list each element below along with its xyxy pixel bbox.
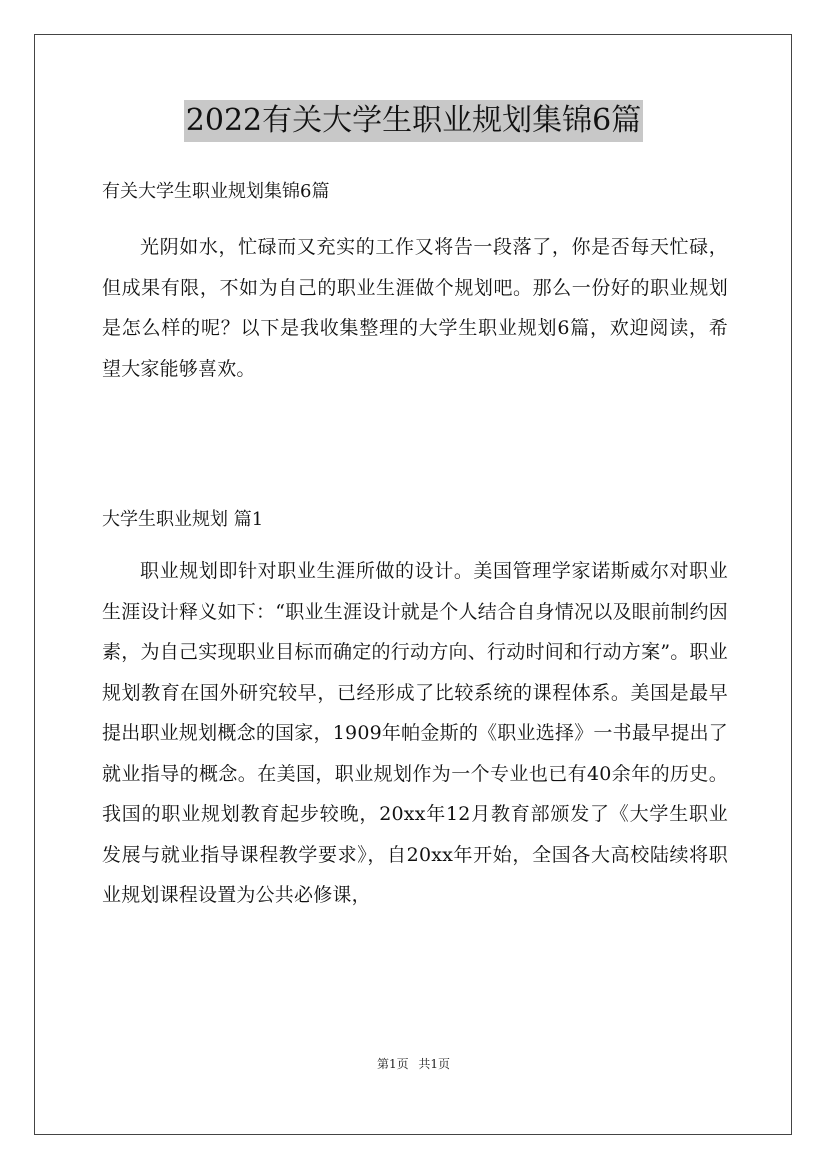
section-heading: 大学生职业规划 篇1 [102,509,264,530]
page-footer [0,1056,827,1072]
intro-paragraph: 光阴如水，忙碌而又充实的工作又将告一段落了，你是否每天忙碌，但成果有限，不如为自己的职业生涯做个规划吧。那么一份好的职业规划是怎么样的呢？以下是我收集整理的大学生职业规划6篇，欢迎阅读，希望大家能够喜欢。 [102,236,728,380]
page-number-current: 第1页 [376,1057,409,1071]
document-title: 2022有关大学生职业规划集锦6篇 [184,100,643,142]
title-container [0,100,827,142]
section-body-paragraph: 职业规划即针对职业生涯所做的设计。美国管理学家诺斯威尔对职业生涯设计释义如下：“职业生涯设计就是个人结合自身情况以及眼前制约因素，为自己实现职业目标而确定的行动方向、行动时间和行动方案”。职业规划教育在国外研究较早，已经形成了比较系统的课程体系。美国是最早提出职业规划概念的国家，1909年帕金斯的《职业选择》一书最早提出了就业指导的概念。在美国，职业规划作为一个专业也已有40余年的历史。我国的职业规划教育起步较晚，20xx年12月教育部颁发了《大学生职业发展与就业指导课程教学要求》，自20xx年开始，全国各大高校陆续将职业规划课程设置为公共必修课， [102,560,728,906]
document-subtitle: 有关大学生职业规划集锦6篇 [102,181,330,202]
page-number-total: 共1页 [418,1057,451,1071]
